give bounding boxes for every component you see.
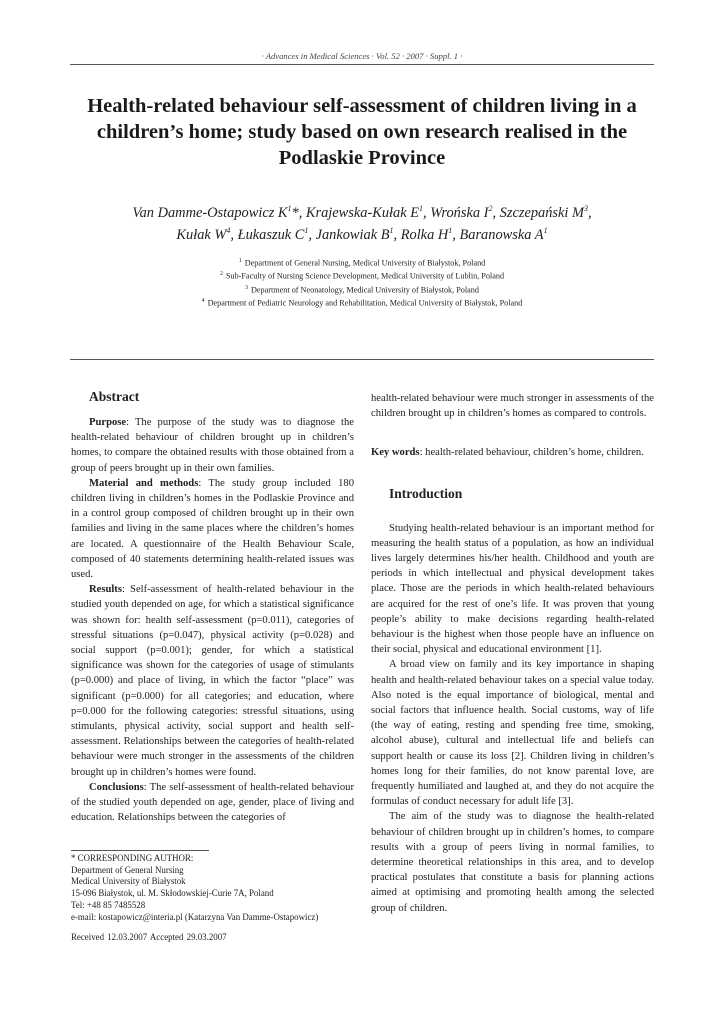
header-rule xyxy=(70,64,654,65)
affiliation xyxy=(70,283,654,296)
affiliation xyxy=(70,256,654,269)
author-affiliation-marker: 1 xyxy=(419,204,424,213)
affiliation-text: Department of General Nursing, Medical University of Białystok, Poland xyxy=(244,258,486,268)
keywords: Key words: health-related behaviour, children’s home, children. xyxy=(371,447,644,459)
abstract-purpose: Purpose: The purpose of the study was to diagnose the health-related behaviour of children brought up in children’s homes, to compare the obtained results with those obtained from a group of peers brought up in their own families. xyxy=(71,417,354,474)
corresponding-email: e-mail: kostapowicz@interia.pl (Katarzyna Van Damme-Ostapowicz) xyxy=(71,911,319,922)
affiliation-text: Department of Pediatric Neurology and Rehabilitation, Medical University of Białystok, Poland xyxy=(207,298,523,308)
author-affiliation-marker: 1 xyxy=(287,204,292,213)
affiliation-number: 2 xyxy=(219,271,223,278)
affiliation-list xyxy=(70,256,654,309)
article-title: Health-related behaviour self-assessment of children living in a children’s home; study based on own research realised in the Podlaskie Province xyxy=(87,95,637,169)
author-name: Van Damme-Ostapowicz K xyxy=(132,204,288,221)
introduction-paragraph: A broad view on family and its key importance in shaping health and health-related behaviour takes on a special value today. Also noted is the equal importance of biological, mental and social factors that influence health. Social customs, way of life (the way of eating, resting and spending free time, smoking, alcohol abuse), cultural and intellectual life and beliefs can support health or cause its loss [2]. Children living in children’s homes long for their families, do not know parental love, are frequently humiliated and laughed at, and they do not acquire the formulas of conduct necessary for adult life [3]. xyxy=(371,659,654,808)
methods-label: Material and methods xyxy=(89,477,199,489)
corresponding-author xyxy=(71,853,371,923)
corresponding-line: Tel: +48 85 7485528 xyxy=(71,899,146,910)
introduction-heading: Introduction xyxy=(389,485,463,501)
author-affiliation-marker: 2 xyxy=(488,204,493,213)
purpose-label: Purpose xyxy=(89,417,127,428)
author-name: Jankowiak B xyxy=(315,227,390,244)
author-name: Kułak W xyxy=(176,227,227,244)
author-name: Wrońska I xyxy=(430,204,489,221)
results-label: Results xyxy=(89,584,122,596)
abstract-methods: Material and methods: The study group included 180 children living in children’s homes in the Podlaskie Province and in a control group composed of children brought up in their own families and living in the same places where the children’s homes are located. A questionnaire of the Health Behaviour Scale, composed of 40 statements determining health-related issues was used. xyxy=(71,477,355,581)
affiliation-number: 1 xyxy=(238,258,242,264)
section-rule xyxy=(70,359,654,360)
right-column xyxy=(371,391,654,916)
corresponding-line: Medical University of Białystok xyxy=(71,876,186,887)
abstract-results: Results: Self-assessment of health-related behaviour in the studied youth depended on age, for which a statistical significance was shown for: health self-assessment (p=0.011), categories of stressful situations (p=0.047), physical activity (p=0.028) and social support (p=0.001); gender, for which a statistical significance was shown for the categories of usage of stimulants (p=0.000) and place of living, in which the factor “place” was significant (p=0.000) for all categories; and education, where p=0.000 for the following categories: stressful situations, using stimulants, physical activity, social support and health self-assessment. Relationships between the categories of health-related behaviour were much stronger in the assessments of the children brought up in children’s homes were found. xyxy=(71,584,354,778)
corresponding-label: * CORRESPONDING AUTHOR: xyxy=(71,853,194,863)
author-affiliation-marker: 4 xyxy=(226,226,231,236)
author-name: Krajewska-Kułak E xyxy=(305,204,420,221)
author-affiliation-marker: 1 xyxy=(389,226,394,236)
keywords-label: Key words xyxy=(371,447,420,459)
conclusions-label: Conclusions xyxy=(89,781,144,793)
corresponding-line: 15-096 Białystok, ul. M. Skłodowskiej-Curie 7A, Poland xyxy=(71,888,274,899)
running-head: · Advances in Medical Sciences · Vol. 52 · 2007 · Suppl. 1 · xyxy=(261,51,463,61)
affiliation-text: Sub-Faculty of Nursing Science Development, Medical University of Lublin, Poland xyxy=(225,272,505,282)
affiliation-number: 4 xyxy=(201,297,205,304)
introduction-paragraph: Studying health-related behaviour is an important method for measuring the health status of a population, as how an individual lives largely determines his/her health. Childhood and youth are periods in which intellectual and physical development takes place. Those are the periods in which health-related behaviours are acquired for the rest of one’s life. It was proven that young people’s ability to make decisions regarding health-related behaviour is the highest when those people have an influence on their social, physical and educational environment [1]. xyxy=(371,522,654,656)
author-affiliation-marker: 1 xyxy=(543,226,548,236)
abstract-heading: Abstract xyxy=(89,389,140,404)
footnote-rule xyxy=(71,850,209,851)
author-affiliation-marker: 3 xyxy=(583,204,588,213)
introduction-paragraph: The aim of the study was to diagnose the health-related behaviour of children brought up in children’s homes, to compare results with a group of peers living in normal families, to determine theoretical relationships in this area, and to develop practical postulates that constitute a basis for planning actions aimed at optimising and promoting health among the selected group of children. xyxy=(371,811,654,914)
author-name: Łukaszuk C xyxy=(237,227,305,244)
corresponding-line: Department of General Nursing xyxy=(71,864,184,875)
abstract-conclusions: Conclusions: The self-assessment of health-related behaviour of the studied youth depended on age, gender, place of living and education. Relationships between the categories of xyxy=(71,781,354,824)
author-name: Szczepański M xyxy=(499,204,584,221)
author-affiliation-marker: 1 xyxy=(304,226,309,236)
author-affiliation-marker: 1 xyxy=(448,226,453,236)
author-line-1: Van Damme-Ostapowicz $K^1*$, Krajewska-Kułak $E^1$, Wrońska $I^2$, Szczepański $M^3$, xyxy=(132,204,592,221)
received-accepted-dates: Received 12.03.2007 Accepted 29.03.2007 xyxy=(71,932,227,942)
author-name: Baranowska A xyxy=(459,227,544,244)
abstract-conclusions-continued: health-related behaviour were much stronger in assessments of the children brought up in children’s homes as compared to controls. xyxy=(371,393,654,420)
author-name: Rolka H xyxy=(400,227,449,244)
author-list xyxy=(70,200,654,245)
affiliation xyxy=(70,269,654,282)
affiliation-text: Department of Neonatology, Medical University of Białystok, Poland xyxy=(251,285,479,295)
left-column xyxy=(71,388,354,825)
affiliation-number: 3 xyxy=(245,284,248,291)
author-line-2: Kułak $W^4$, Łukaszuk $C^1$, Jankowiak $B^1$, Rolka $H^1$, Baranowska $A^1$ xyxy=(176,226,548,244)
affiliation xyxy=(70,296,654,309)
